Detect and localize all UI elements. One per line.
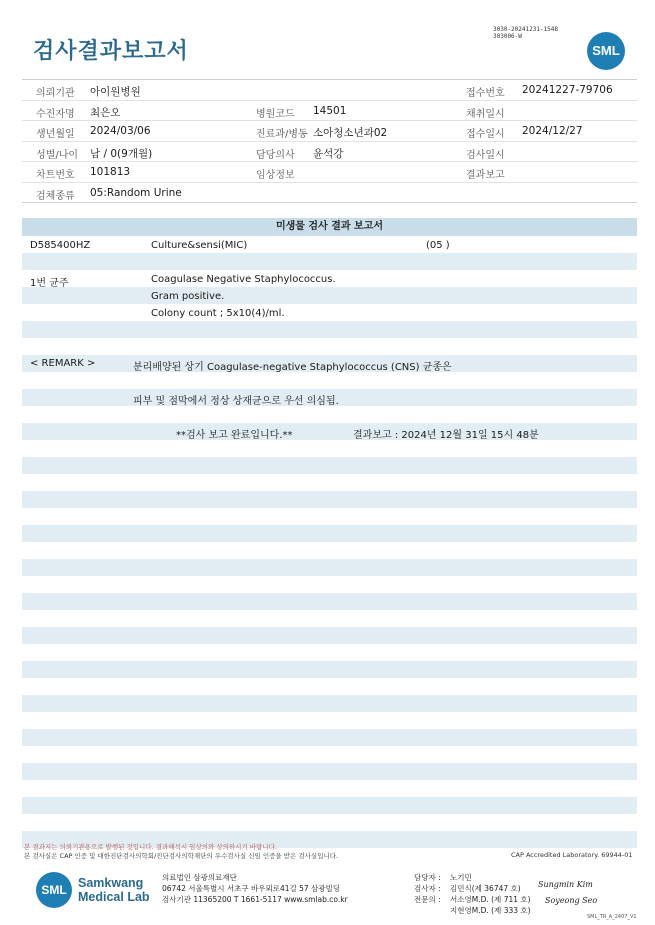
strain-label: 1번 균주 xyxy=(30,278,69,289)
info-row-3 xyxy=(22,121,637,142)
footer-note-accreditation: 본 검사실은 CAP 인증 및 대한진단검사의학회/진단검사의학재단의 우수검사실 신임 인증을 받은 검사실입니다. xyxy=(24,852,339,860)
tester-name: 김민식(제 36747 호) xyxy=(450,884,521,893)
colony-count: Colony count ; 5x10(4)/ml. xyxy=(151,308,285,319)
stripe-row xyxy=(22,423,637,440)
info-row-6 xyxy=(22,183,637,204)
patient-info-table xyxy=(22,79,637,203)
birth-label: 생년월일 xyxy=(36,129,75,140)
sex-age-label: 성별/나이 xyxy=(36,149,79,161)
stripe-row xyxy=(22,695,637,712)
org-contact: 검사기관 11365200 T 1661-5117 www.smlab.co.kr xyxy=(162,895,348,904)
final-report-time: 결과보고 : 2024년 12월 31일 15시 48분 xyxy=(353,430,539,441)
remark-label: < REMARK > xyxy=(30,358,96,369)
doctor-value: 윤석강 xyxy=(313,147,344,160)
page-title: 검사결과보고서 xyxy=(33,39,189,64)
birth-value: 2024/03/06 xyxy=(90,125,151,137)
dept-label: 진료과/병동 xyxy=(256,129,308,140)
specimen-value: 05:Random Urine xyxy=(90,186,182,199)
hospital-code-value: 14501 xyxy=(313,104,347,117)
tester-signature: Sungmin Kim xyxy=(538,880,593,889)
footer-note-issue: 본 결과지는 의뢰기관용으로 발행된 것입니다. 결과해석시 임상의와 상의하시기 바랍니다. xyxy=(24,843,277,851)
organism-name: Coagulase Negative Staphylococcus. xyxy=(151,274,336,285)
dept-value: 소아청소년과02 xyxy=(313,127,388,139)
receipt-no-value: 20241227-79706 xyxy=(522,84,613,96)
remark-line-1: 분리배양된 상기 Coagulase-negative Staphylococcus (CNS) 균종은 xyxy=(133,362,452,373)
specialist-2: 지현영M.D. (제 333 호) xyxy=(450,906,531,915)
patient-label: 수진자명 xyxy=(36,108,75,120)
stripe-row xyxy=(22,525,637,542)
hospital-value: 아이원병원 xyxy=(90,86,141,98)
stripe-row xyxy=(22,253,637,270)
org-address: 06742 서울특별시 서초구 바우뫼로41길 57 삼광빌딩 xyxy=(162,884,341,893)
hospital-code-label: 병원코드 xyxy=(256,108,295,120)
info-row-5 xyxy=(22,162,637,183)
document-code xyxy=(493,26,558,40)
document-code-line2: 303006-W xyxy=(493,33,522,40)
stripe-row xyxy=(22,559,637,576)
org-name: 의료법인 삼광의료재단 xyxy=(162,873,237,882)
stripe-row xyxy=(22,729,637,746)
receipt-date-label: 접수일시 xyxy=(466,129,505,140)
specialist-label: 전문의 : xyxy=(414,895,441,904)
cap-accreditation: CAP Accredited Laboratory. 69944-01 xyxy=(511,851,633,859)
sml-logo: SML xyxy=(587,32,625,70)
stripe-row xyxy=(22,661,637,678)
form-code: SML_TR_A_2407_V1 xyxy=(587,914,637,920)
report-section-title: 미생물 검사 결과 보고서 xyxy=(22,218,637,236)
chart-label: 차트번호 xyxy=(36,170,75,181)
test-code-secondary: (05 ) xyxy=(426,240,450,251)
document-code-line1: 3030-20241231-1548 xyxy=(493,26,559,33)
stripe-row xyxy=(22,627,637,644)
test-name: Culture&sensi(MIC) xyxy=(151,240,248,251)
brand-line-2: Medical Lab xyxy=(78,890,150,904)
remark-line-2: 피부 및 점막에서 정상 상재균으로 우선 의심됨. xyxy=(133,396,339,407)
chart-value: 101813 xyxy=(90,166,131,178)
gram-stain: Gram positive. xyxy=(151,291,225,302)
stripe-row xyxy=(22,763,637,780)
specimen-label: 검체종류 xyxy=(36,190,75,202)
info-row-2 xyxy=(22,101,637,122)
info-row-4 xyxy=(22,142,637,163)
test-date-label: 검사일시 xyxy=(466,149,505,161)
patient-value: 최은오 xyxy=(90,106,121,119)
stripe-row xyxy=(22,321,637,338)
stripe-row xyxy=(22,797,637,814)
specialist-1: 서소영M.D. (제 711 호) xyxy=(450,895,531,904)
brand-name xyxy=(78,876,150,904)
stripe-row xyxy=(22,491,637,508)
doctor-label: 담당의사 xyxy=(256,149,295,161)
clinical-label: 임상정보 xyxy=(256,170,295,181)
hospital-label: 의뢰기관 xyxy=(36,88,75,99)
staff-label: 담당자 : xyxy=(414,873,441,882)
result-report-label: 결과보고 xyxy=(466,170,505,181)
staff-name: 노기민 xyxy=(450,873,472,882)
receipt-no-label: 접수번호 xyxy=(466,88,505,99)
info-row-1 xyxy=(22,80,637,101)
specialist-signature: Soyeong Seo xyxy=(545,896,598,905)
test-code: D585400HZ xyxy=(30,240,91,251)
collect-date-label: 채취일시 xyxy=(466,108,505,120)
stripe-row xyxy=(22,593,637,610)
tester-label: 검사자 : xyxy=(414,884,441,893)
sex-age-value: 남 / 0(9개월) xyxy=(90,147,153,160)
stripe-row xyxy=(22,457,637,474)
brand-line-1: Samkwang xyxy=(78,876,144,890)
receipt-date-value: 2024/12/27 xyxy=(522,125,583,137)
report-complete-message: **검사 보고 완료입니다.** xyxy=(176,430,293,441)
sml-logo-bottom: SML xyxy=(36,872,72,908)
stripe-row xyxy=(22,287,637,304)
